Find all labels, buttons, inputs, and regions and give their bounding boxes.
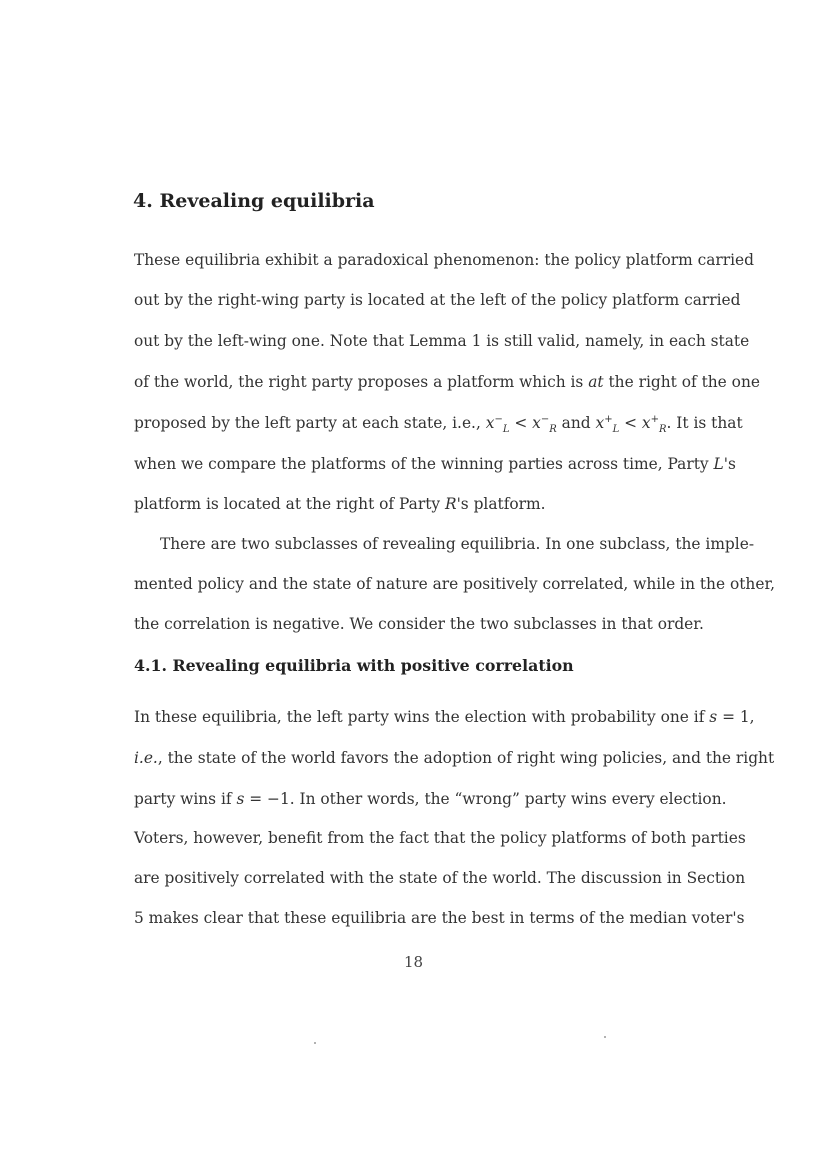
paragraph-line bbox=[134, 454, 736, 474]
math-r: R bbox=[549, 424, 557, 436]
math-sup: + bbox=[650, 413, 659, 425]
text-run: when we compare the platforms of the winning parties across time, Party bbox=[134, 455, 714, 473]
emphasis-at: at bbox=[588, 373, 604, 391]
subsection-title: 4.1. Revealing equilibria with positive correlation bbox=[134, 656, 574, 675]
paragraph-line: are positively correlated with the state of the world. The discussion in Section bbox=[134, 869, 746, 887]
math-l: L bbox=[612, 424, 620, 436]
math-x: x bbox=[641, 414, 651, 432]
paragraph-line: out by the right-wing party is located at the left of the policy platform carried bbox=[134, 291, 741, 309]
text-run: In these equilibria, the left party wins the election with probability one if bbox=[134, 708, 710, 726]
page-number: 18 bbox=[403, 953, 424, 971]
paragraph-line bbox=[134, 494, 713, 514]
math-sup: − bbox=[540, 413, 550, 425]
math-sup: + bbox=[604, 413, 613, 425]
math-s: s bbox=[709, 708, 718, 726]
math-sup: − bbox=[494, 413, 503, 425]
paragraph-line: 5 makes clear that these equilibria are the best in terms of the median voter's bbox=[134, 909, 745, 927]
text-run: = −1. In other words, the “wrong” party wins every election. bbox=[244, 790, 727, 808]
math-r: R bbox=[444, 495, 457, 513]
math-sub bbox=[659, 424, 667, 435]
text-run: = 1, bbox=[717, 708, 755, 726]
math-lt: < bbox=[509, 414, 533, 432]
math-lt: < bbox=[619, 414, 642, 432]
paragraph-line: out by the left-wing one. Note that Lemma 1 is still valid, namely, in each state bbox=[134, 332, 750, 350]
math-sub bbox=[549, 424, 557, 435]
text-run: party wins if bbox=[134, 790, 237, 808]
paragraph-line: Voters, however, benefit from the fact that the policy platforms of both parties bbox=[134, 829, 746, 847]
math-s: s bbox=[236, 790, 245, 808]
math-x: x bbox=[532, 414, 541, 432]
inequality-minus bbox=[485, 413, 557, 436]
emphasis-ie: i.e. bbox=[134, 749, 158, 767]
math-r: R bbox=[658, 424, 667, 436]
text-run: proposed by the left party at each state, i.e., bbox=[134, 414, 486, 432]
math-l: L bbox=[713, 455, 724, 473]
paragraph-line: the correlation is negative. We consider the two subclasses in that order. bbox=[134, 615, 704, 633]
text-run: and bbox=[556, 414, 596, 432]
math-x: x bbox=[485, 414, 495, 432]
paragraph-line bbox=[134, 748, 775, 768]
paragraph-line bbox=[134, 413, 743, 436]
paragraph-line bbox=[134, 707, 755, 727]
inequality-plus bbox=[595, 413, 667, 436]
paragraph-line bbox=[134, 789, 727, 809]
scan-speck bbox=[314, 1042, 316, 1044]
scan-speck bbox=[604, 1036, 606, 1038]
paragraph-line: mented policy and the state of nature are positively correlated, while in the other, bbox=[134, 575, 776, 593]
math-l: L bbox=[502, 424, 510, 436]
text-run: the right of the one bbox=[603, 373, 760, 391]
text-run: of the world, the right party proposes a platform which is bbox=[134, 373, 589, 391]
text-run: , the state of the world favors the adoption of right wing policies, and the right bbox=[157, 749, 775, 767]
paragraph-line bbox=[134, 372, 760, 392]
paragraph-line: There are two subclasses of revealing equilibria. In one subclass, the imple- bbox=[160, 535, 755, 553]
math-x: x bbox=[595, 414, 605, 432]
paragraph-line: These equilibria exhibit a paradoxical phenomenon: the policy platform carried bbox=[134, 251, 754, 269]
section-title: 4. Revealing equilibria bbox=[133, 190, 375, 212]
text-run: 's platform. bbox=[456, 495, 546, 513]
text-run: 's bbox=[723, 455, 736, 473]
text-run: platform is located at the right of Party bbox=[134, 495, 445, 513]
text-run: . It is that bbox=[666, 414, 743, 432]
